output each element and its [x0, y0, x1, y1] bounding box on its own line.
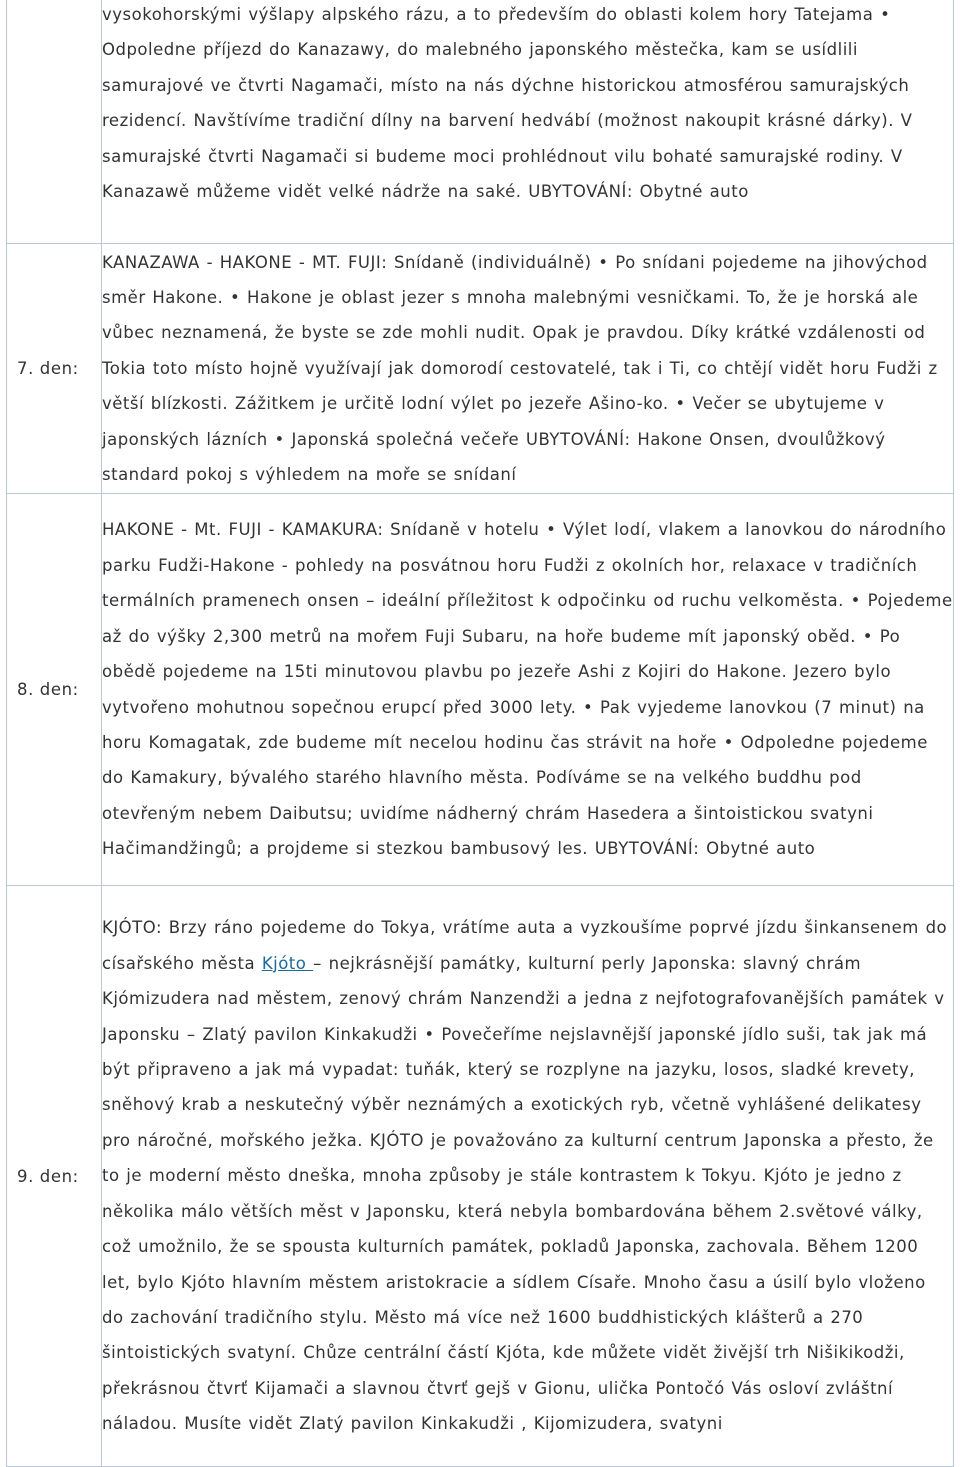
description-text: KJÓTO: Brzy ráno pojedeme do Tokya, vrátíme auta a vyzkoušíme poprvé jízdu šinkansenem do císařského města	[102, 918, 948, 973]
table-row	[7, 244, 954, 494]
day-label: 8. den:	[17, 680, 79, 699]
day-cell	[7, 244, 102, 494]
kyoto-link[interactable]: Kjóto	[261, 953, 314, 973]
day-description: HAKONE - Mt. FUJI - KAMAKURA: Snídaně v hotelu • Výlet lodí, vlakem a lanovkou do národního parku Fudži-Hakone - pohledy na posvátnou horu Fudži z okolních hor, relaxace v tradičních termálních pramenech onsen – ideální příležitost k odpočinku od ruchu velkoměsta. • Pojedeme až do výšky 2,300 metrů na mořem Fuji Subaru, na hoře budeme mít japonský oběd. • Po obědě pojedeme na 15ti minutovou plavbu po jezeře Ashi z Kojiri do Hakone. Jezero bylo vytvořeno mohutnou sopečnou erupcí před 3000 lety. • Pak vyjedeme lanovkou (7 minut) na horu Komagatak, zde budeme mít necelou hodinu čas strávit na hoře • Odpoledne pojedeme do Kamakury, bývalého starého hlavního města. Podíváme se na velkého buddhu pod otevřeným nebem Daibutsu; uvidíme nádherný chrám Hasedera a šintoistickou svatyni Hačimandžingů; a projdeme si stezkou bambusový les. UBYTOVÁNÍ: Obytné auto	[102, 520, 953, 859]
day-description	[102, 910, 953, 1441]
description-cell	[102, 886, 954, 1467]
day-description: KANAZAWA - HAKONE - MT. FUJI: Snídaně (individuálně) • Po snídani pojedeme na jihovýchod směr Hakone. • Hakone je oblast jezer s mnoha malebnými vesničkami. To, že je horská ale vůbec neznamená, že byste se zde mohli nudit. Opak je pravdou. Díky krátké vzdálenosti od Tokia toto místo hojně využívají jak domorodí cestovatelé, tak i Ti, co chtějí vidět horu Fudži z větší blízkosti. Zážitkem je určitě lodní výlet po jezeře Ašino-ko. • Večer se ubytujeme v japonských lázních • Japonská společná večeře UBYTOVÁNÍ: Hakone Onsen, dvoulůžkový standard pokoj s výhledem na moře se snídaní	[102, 252, 938, 485]
day-label: 7. den:	[17, 359, 79, 378]
table-row	[7, 494, 954, 886]
description-cell	[102, 0, 954, 244]
description-cell	[102, 494, 954, 886]
table-row	[7, 886, 954, 1467]
day-cell	[7, 494, 102, 886]
description-cell	[102, 244, 954, 494]
table-row	[7, 0, 954, 244]
day-cell	[7, 0, 102, 244]
day-cell	[7, 886, 102, 1467]
itinerary-table	[6, 0, 954, 1467]
day-description: vysokohorskými výšlapy alpského rázu, a to především do oblasti kolem hory Tatejama • Odpoledne příjezd do Kanazawy, do malebného japonského městečka, kam se usídlili samurajové ve čtvrti Nagamači, místo na nás dýchne historickou atmosférou samurajských rezidencí. Navštívíme tradiční dílny na barvení hedvábí (možnost nakoupit krásné dárky). V samurajské čtvrti Nagamači si budeme moci prohlédnout vilu bohaté samurajské rodiny. V Kanazawě můžeme vidět velké nádrže na saké. UBYTOVÁNÍ: Obytné auto	[102, 5, 913, 202]
description-text: – nejkrásnější památky, kulturní perly Japonska: slavný chrám Kjómizudera nad městem, zenový chrám Nanzendži a jedna z nejfotografovanějších památek v Japonsku – Zlatý pavilon Kinkakudži • Povečeříme nejslavnější japonské jídlo suši, tak jak má být připraveno a jak má vypadat: tuňák, který se rozplyne na jazyku, losos, sladké krevety, sněhový krab a neskutečný výběr neznámých a exotických ryb, včetně vyhlášené delikatesy pro náročné, mořského ježka. KJÓTO je považováno za kulturní centrum Japonska a přesto, že to je moderní město dneška, mnoha způsoby je stále kontrastem k Tokyu. Kjóto je jedno z několika málo větších měst v Japonsku, která nebyla bombardována během 2.světové války, což umožnilo, že se spousta kulturních památek, pokladů Japonska, zachovala. Během 1200 let, bylo Kjóto hlavním městem aristokracie a sídlem Císaře. Mnoho času a úsilí bylo vloženo do zachování tradičního stylu. Město má více než 1600 buddhistických klášterů a 270 šintoistických svatyní. Chůze centrální částí Kjóta, kde můžete vidět živější trh Nišikikodži, překrásnou čtvrť Kijamači a slavnou čtvrť gejš v Gionu, ulička Pontočó Vás osloví zvláštní náladou. Musíte vidět Zlatý pavilon Kinkakudži , Kijomizudera, svatyni	[102, 953, 945, 1434]
day-label: 9. den:	[17, 1166, 79, 1186]
